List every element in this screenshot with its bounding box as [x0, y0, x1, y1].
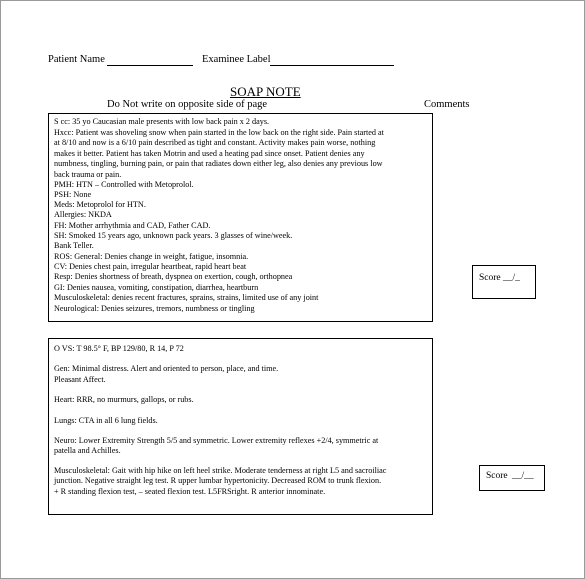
subjective-line: PSH: None	[54, 190, 92, 199]
objective-line: Musculoskeletal: Gait with hip hike on left heel strike. Moderate tenderness at right L5 and sacroiliac	[54, 466, 387, 475]
subjective-line: Resp: Denies shortness of breath, dyspnea on exertion, cough, orthopnea	[54, 272, 293, 281]
subjective-line: PMH: HTN – Controlled with Metoprolol.	[54, 180, 194, 189]
instruction-text: Do Not write on opposite side of page	[107, 99, 268, 110]
page-title: SOAP NOTE	[230, 84, 301, 99]
subjective-line: Hxcc: Patient was shoveling snow when pain started in the low back on the right side. Pain started at	[54, 128, 384, 137]
subjective-line: makes it better. Patient has taken Motrin and used a heating pad since onset. Patient denies any	[54, 149, 365, 158]
patient-name-label: Patient Name	[48, 54, 105, 65]
subjective-line: Neurological: Denies seizures, tremors, numbness or tingling	[54, 304, 255, 313]
objective-box	[48, 338, 433, 515]
subjective-line: Allergies: NKDA	[54, 210, 112, 219]
subjective-line: back trauma or pain.	[54, 170, 122, 179]
subjective-line: FH: Mother arrhythmia and CAD, Father CAD.	[54, 221, 211, 230]
score-box-subjective[interactable]	[472, 265, 536, 299]
objective-line: Lungs: CTA in all 6 lung fields.	[54, 416, 158, 425]
score-box-objective[interactable]	[479, 465, 545, 491]
comments-label: Comments	[424, 99, 470, 110]
objective-line: junction. Negative straight leg test. R upper lumbar hypertonicity. Decreased ROM to trunk flexion.	[54, 476, 382, 485]
patient-name-field[interactable]	[107, 65, 193, 66]
score-label: Score	[479, 273, 501, 283]
subjective-line: GI: Denies nausea, vomiting, constipation, diarrhea, heartburn	[54, 283, 259, 292]
subjective-line: Musculoskeletal: denies recent fractures, sprains, strains, limited use of any joint	[54, 293, 319, 302]
examinee-label: Examinee Label	[202, 54, 271, 65]
subjective-line: Bank Teller.	[54, 241, 94, 250]
subjective-line: at 8/10 and now is a 6/10 pain described as tight and constant. Activity makes pain worse, nothing	[54, 138, 376, 147]
subjective-line: numbness, tingling, burning pain, or pain that radiates down either leg, also denies any previous low	[54, 159, 383, 168]
objective-line: + R standing flexion test, – seated flexion test. L5FRSright. R anterior innominate.	[54, 487, 326, 496]
objective-line: O VS: T 98.5° F, BP 129/80, R 14, P 72	[54, 344, 184, 353]
objective-line: patella and Achilles.	[54, 446, 121, 455]
objective-line: Neuro: Lower Extremity Strength 5/5 and symmetric. Lower extremity reflexes +2/4, symmetric at	[54, 436, 379, 445]
examinee-label-field[interactable]	[270, 65, 394, 66]
subjective-line: SH: Smoked 15 years ago, unknown pack years. 3 glasses of wine/week.	[54, 231, 293, 240]
subjective-line: CV: Denies chest pain, irregular heartbeat, rapid heart beat	[54, 262, 247, 271]
objective-line: Gen: Minimal distress. Alert and oriented to person, place, and time.	[54, 364, 279, 373]
subjective-box	[48, 113, 433, 322]
subjective-line: S cc: 35 yo Caucasian male presents with low back pain x 2 days.	[54, 117, 270, 126]
score-value: __/_	[503, 273, 520, 283]
objective-line: Pleasant Affect.	[54, 375, 106, 384]
score-value: __/__	[512, 471, 534, 481]
score-label: Score	[486, 471, 508, 481]
objective-line: Heart: RRR, no murmurs, gallops, or rubs.	[54, 395, 194, 404]
subjective-line: Meds: Metoprolol for HTN.	[54, 200, 146, 209]
subjective-line: ROS: General: Denies change in weight, fatigue, insomnia.	[54, 252, 249, 261]
